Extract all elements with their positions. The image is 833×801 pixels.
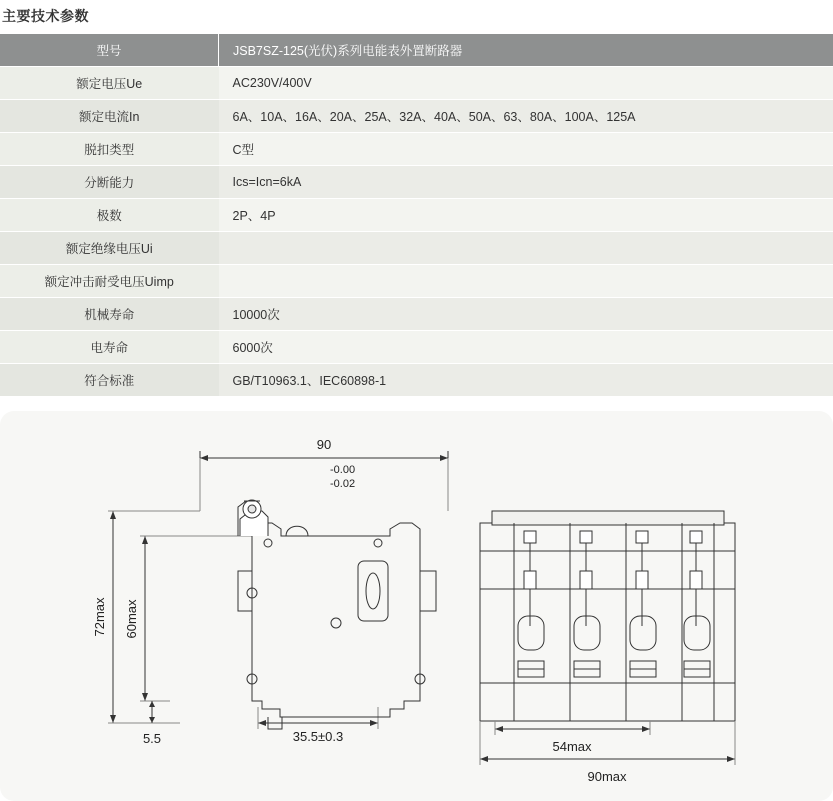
row-label: 额定电压Ue: [0, 67, 219, 100]
table-row: [0, 166, 833, 199]
spec-table-body: [0, 34, 833, 397]
row-value: 6000次: [219, 331, 833, 364]
drawing-svg: [0, 411, 833, 801]
row-value: [219, 232, 833, 265]
table-row: [0, 298, 833, 331]
technical-drawing-panel: [0, 411, 833, 801]
dim-label-rail-depth: 35.5±0.3: [293, 729, 344, 744]
table-row: [0, 232, 833, 265]
left-tab: [238, 571, 252, 611]
dim-label-front-total: 90max: [587, 769, 627, 784]
front-body-outline: [480, 523, 735, 721]
window-slot: [358, 561, 388, 621]
row-value: [219, 265, 833, 298]
dim-label-front-width: 54max: [552, 739, 592, 754]
row-value: C型: [219, 133, 833, 166]
front-pole-group: [630, 531, 656, 677]
right-tab: [420, 571, 436, 611]
dim-label-height-outer: 72max: [92, 597, 107, 637]
row-label: 额定电流In: [0, 100, 219, 133]
row-value: GB/T10963.1、IEC60898-1: [219, 364, 833, 397]
row-label: 符合标准: [0, 364, 219, 397]
dim-label-tol-lower: -0.02: [330, 478, 355, 490]
front-pole-group: [518, 531, 544, 677]
row-value: 2P、4P: [219, 199, 833, 232]
front-pole-group: [684, 531, 710, 677]
row-value: Ics=Icn=6kA: [219, 166, 833, 199]
row-label: 分断能力: [0, 166, 219, 199]
header-cell-model: 型号: [0, 34, 219, 67]
dim-label-height-inner: 60max: [124, 599, 139, 639]
row-label: 机械寿命: [0, 298, 219, 331]
front-pole-group: [574, 531, 600, 677]
header-cell-model-value: JSB7SZ-125(光伏)系列电能表外置断路器: [219, 34, 833, 67]
dim-label-tol-upper: -0.00: [330, 464, 355, 476]
table-row: [0, 67, 833, 100]
table-header-row: [0, 34, 833, 67]
row-label: 极数: [0, 199, 219, 232]
rivet: [374, 539, 382, 547]
breaker-side-outline: [252, 523, 420, 717]
table-row: [0, 133, 833, 166]
table-row: [0, 199, 833, 232]
table-row: [0, 100, 833, 133]
page-title: 主要技术参数: [0, 0, 833, 34]
table-row: [0, 364, 833, 397]
row-label: 脱扣类型: [0, 133, 219, 166]
rivet: [264, 539, 272, 547]
row-value: AC230V/400V: [219, 67, 833, 100]
rivet: [331, 618, 341, 628]
row-label: 额定冲击耐受电压Uimp: [0, 265, 219, 298]
row-value: 6A、10A、16A、20A、25A、32A、40A、50A、63、80A、100A、125A: [219, 100, 833, 133]
row-label: 电寿命: [0, 331, 219, 364]
table-row: [0, 331, 833, 364]
front-top-cap: [492, 511, 724, 525]
row-value: 10000次: [219, 298, 833, 331]
dim-label-base-height: 5.5: [143, 731, 161, 746]
body-hump: [286, 526, 308, 536]
row-label: 额定绝缘电压Ui: [0, 232, 219, 265]
spec-table: [0, 34, 833, 397]
dim-label-width-top: 90: [317, 437, 331, 452]
table-row: [0, 265, 833, 298]
